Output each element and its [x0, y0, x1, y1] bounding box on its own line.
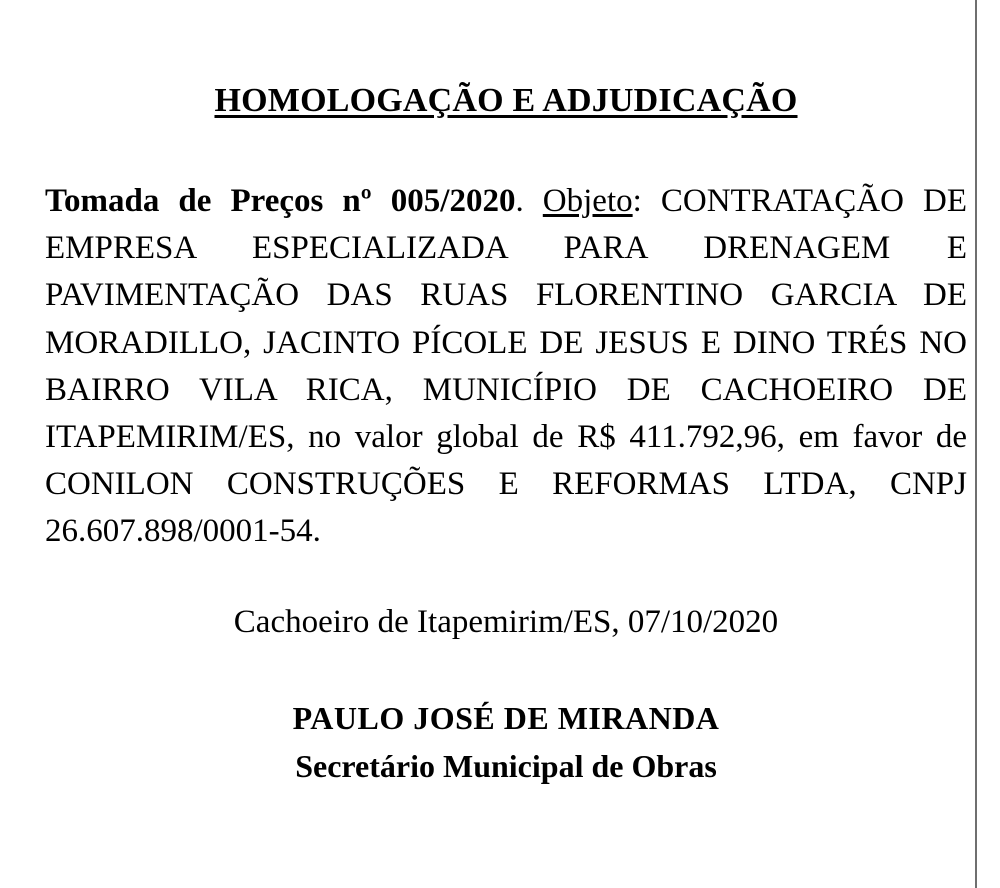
procedure-suffix: . — [515, 183, 543, 219]
document-body — [45, 178, 967, 556]
place-date: Cachoeiro de Itapemirim/ES, 07/10/2020 — [233, 604, 779, 640]
document-title: HOMOLOGAÇÃO E ADJUDICAÇÃO — [214, 82, 798, 119]
signer-name: PAULO JOSÉ DE MIRANDA — [292, 700, 720, 736]
object-label: Objeto — [542, 183, 633, 219]
procedure-label: Tomada de Preços nº 005/2020 — [45, 183, 516, 219]
signer-role: Secretário Municipal de Obras — [295, 748, 717, 784]
object-text: : CONTRATAÇÃO DE EMPRESA ESPECIALIZADA PARA DRENAGEM E PAVIMENTAÇÃO DAS RUAS FLORENTINO GARCIA DE MORADILLO, JACINTO PÍCOLE DE JESUS E DINO TRÉS NO BAIRRO VILA RICA, MUNICÍPIO DE CACHOEIRO DE ITAPEMIRIM/ES, no valor global de R$ 411.792,96, em favor de CONILON CONSTRUÇÕES E REFORMAS LTDA, CNPJ 26.607.898/0001-54. — [45, 183, 967, 550]
